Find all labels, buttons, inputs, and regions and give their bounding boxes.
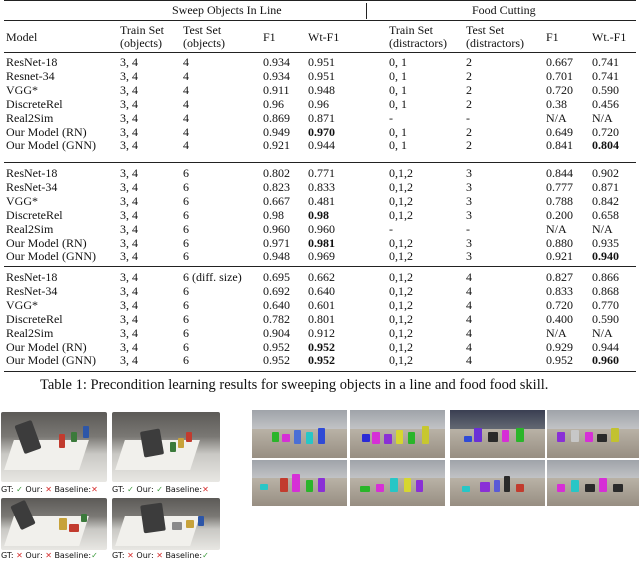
robot-photo-4 <box>112 498 220 550</box>
photo-label-4: GT: ✕ Our: ✕ Baseline:✓ <box>112 551 209 560</box>
cell-test-food: 3 <box>466 193 472 208</box>
cell-wtf1-food: 0.871 <box>592 179 619 194</box>
photo-label-3: GT: ✕ Our: ✕ Baseline:✓ <box>1 551 98 560</box>
cell-model: VGG* <box>6 193 38 208</box>
col-header-test-food-1: Test Set <box>466 23 505 37</box>
cell-model: Our Model (GNN) <box>6 249 96 264</box>
cell-f1-food: 0.649 <box>546 124 573 139</box>
col-header-test-sweep-1: Test Set <box>183 23 222 37</box>
check-icon: ✓ <box>91 551 98 560</box>
col-header-wtf1-food: Wt.-F1 <box>592 30 627 44</box>
cell-test-food: 3 <box>466 235 472 250</box>
cell-test-sweep: 6 <box>183 179 189 194</box>
cell-wtf1-food: 0.866 <box>592 270 619 284</box>
cell-test-sweep: 4 <box>183 96 189 111</box>
cell-wtf1-food: N/A <box>592 221 613 236</box>
cell-test-sweep: 4 <box>183 68 189 83</box>
cell-test-sweep: 6 <box>183 297 189 312</box>
check-icon: ✓ <box>16 485 23 494</box>
cell-test-food: 4 <box>466 283 472 298</box>
cell-wtf1-food: 0.940 <box>592 249 619 264</box>
cell-train-food: 0,1,2 <box>389 297 413 312</box>
cell-wtf1-food: N/A <box>592 110 613 125</box>
cell-f1-food: 0.720 <box>546 297 573 312</box>
cell-test-food: 3 <box>466 166 472 180</box>
cell-f1-food: 0.667 <box>546 55 573 69</box>
cell-test-food: 4 <box>466 353 472 368</box>
cell-f1-sweep: 0.98 <box>263 207 284 222</box>
cell-wtf1-sweep: 0.801 <box>308 311 335 326</box>
cell-wtf1-sweep: 0.951 <box>308 68 335 83</box>
cell-f1-sweep: 0.823 <box>263 179 290 194</box>
col-header-train-sweep-1: Train Set <box>120 23 164 37</box>
cell-test-sweep: 4 <box>183 110 189 125</box>
col-header-test-sweep-2: (objects) <box>183 36 225 50</box>
cell-f1-food: 0.200 <box>546 207 573 222</box>
cell-f1-sweep: 0.921 <box>263 138 290 153</box>
cell-model: ResNet-18 <box>6 55 58 69</box>
cell-test-sweep: 6 <box>183 249 189 264</box>
cell-train-food: 0,1,2 <box>389 249 413 264</box>
cell-train-sweep: 3, 4 <box>120 55 138 69</box>
cell-wtf1-sweep: 0.970 <box>308 124 335 139</box>
cell-model: Our Model (RN) <box>6 235 87 250</box>
cell-wtf1-food: 0.902 <box>592 166 619 180</box>
robot-photo-1 <box>1 412 107 482</box>
col-header-f1-sweep: F1 <box>263 30 276 44</box>
cell-test-sweep: 6 <box>183 207 189 222</box>
top-rule <box>4 0 636 1</box>
sim-render-3 <box>252 460 347 506</box>
cell-f1-sweep: 0.948 <box>263 249 290 264</box>
cell-wtf1-sweep: 0.771 <box>308 166 335 180</box>
cell-test-food: 3 <box>466 249 472 264</box>
cell-f1-food: 0.841 <box>546 138 573 153</box>
sim-render-2 <box>350 410 445 458</box>
cell-f1-food: 0.844 <box>546 166 573 180</box>
cross-icon: ✕ <box>127 551 134 560</box>
sim-render-1 <box>252 410 347 458</box>
cell-f1-sweep: 0.934 <box>263 68 290 83</box>
table-caption: Table 1: Precondition learning results for sweeping objects in a line and food food skill. <box>40 377 549 393</box>
cell-wtf1-food: 0.842 <box>592 193 619 208</box>
cell-f1-sweep: 0.802 <box>263 166 290 180</box>
cell-f1-food: 0.880 <box>546 235 573 250</box>
cell-f1-sweep: 0.667 <box>263 193 290 208</box>
cell-wtf1-food: 0.741 <box>592 55 619 69</box>
cell-model: VGG* <box>6 82 38 97</box>
cell-test-sweep: 6 <box>183 221 189 236</box>
cell-f1-food: 0.952 <box>546 353 573 368</box>
cell-train-sweep: 3, 4 <box>120 249 138 264</box>
cell-test-sweep: 6 <box>183 339 189 354</box>
cell-wtf1-sweep: 0.944 <box>308 138 335 153</box>
sim-render-6 <box>547 410 639 458</box>
cell-test-food: 4 <box>466 325 472 340</box>
cell-wtf1-food: 0.658 <box>592 207 619 222</box>
cell-test-food: 2 <box>466 55 472 69</box>
cell-f1-food: 0.777 <box>546 179 573 194</box>
cell-train-food: 0,1,2 <box>389 339 413 354</box>
cell-test-sweep: 6 <box>183 193 189 208</box>
cell-test-food: 2 <box>466 82 472 97</box>
cell-model: Our Model (GNN) <box>6 353 96 368</box>
group-rule <box>4 20 636 21</box>
cell-wtf1-food: 0.590 <box>592 82 619 97</box>
cell-test-food: 2 <box>466 124 472 139</box>
cell-wtf1-food: 0.456 <box>592 96 619 111</box>
cell-wtf1-sweep: 0.96 <box>308 96 329 111</box>
cell-test-sweep: 6 <box>183 235 189 250</box>
cell-test-food: 4 <box>466 270 472 284</box>
col-header-f1-food: F1 <box>546 30 559 44</box>
cell-f1-sweep: 0.869 <box>263 110 290 125</box>
cell-wtf1-food: 0.770 <box>592 297 619 312</box>
cell-f1-sweep: 0.692 <box>263 283 290 298</box>
cell-test-food: 4 <box>466 311 472 326</box>
robot-photo-2 <box>112 412 220 482</box>
cell-train-food: 0,1,2 <box>389 207 413 222</box>
group-separator <box>366 3 367 19</box>
cell-f1-sweep: 0.934 <box>263 55 290 69</box>
cell-f1-sweep: 0.971 <box>263 235 290 250</box>
cell-model: Real2Sim <box>6 325 54 340</box>
cell-f1-food: 0.720 <box>546 82 573 97</box>
cell-f1-food: 0.701 <box>546 68 573 83</box>
cell-model: ResNet-34 <box>6 179 58 194</box>
cell-train-food: 0,1,2 <box>389 325 413 340</box>
cell-wtf1-sweep: 0.601 <box>308 297 335 312</box>
cell-wtf1-food: N/A <box>592 325 613 340</box>
cell-train-food: 0, 1 <box>389 55 407 69</box>
cell-test-food: 2 <box>466 68 472 83</box>
section-rule-1 <box>4 162 636 163</box>
cell-model: Real2Sim <box>6 221 54 236</box>
cell-train-sweep: 3, 4 <box>120 311 138 326</box>
cell-train-food: 0, 1 <box>389 68 407 83</box>
cell-wtf1-sweep: 0.912 <box>308 325 335 340</box>
cell-wtf1-sweep: 0.960 <box>308 221 335 236</box>
cell-wtf1-food: 0.590 <box>592 311 619 326</box>
cell-train-sweep: 3, 4 <box>120 221 138 236</box>
cell-test-food: 3 <box>466 207 472 222</box>
cell-f1-food: 0.38 <box>546 96 567 111</box>
cell-f1-sweep: 0.952 <box>263 353 290 368</box>
cell-wtf1-sweep: 0.98 <box>308 207 329 222</box>
robot-photo-3 <box>1 498 107 550</box>
check-icon: ✓ <box>202 551 209 560</box>
cell-model: ResNet-18 <box>6 166 58 180</box>
cell-f1-sweep: 0.960 <box>263 221 290 236</box>
cell-train-sweep: 3, 4 <box>120 179 138 194</box>
cell-train-food: 0,1,2 <box>389 270 413 284</box>
cell-test-sweep: 6 <box>183 166 189 180</box>
cell-train-sweep: 3, 4 <box>120 193 138 208</box>
photo-label-2: GT: ✓ Our: ✓ Baseline:✕ <box>112 485 209 494</box>
cell-train-sweep: 3, 4 <box>120 138 138 153</box>
cell-test-sweep: 6 <box>183 325 189 340</box>
cross-icon: ✕ <box>91 485 98 494</box>
cell-f1-sweep: 0.949 <box>263 124 290 139</box>
cell-train-food: 0,1,2 <box>389 235 413 250</box>
cell-test-sweep: 4 <box>183 55 189 69</box>
cell-train-sweep: 3, 4 <box>120 353 138 368</box>
cell-wtf1-sweep: 0.481 <box>308 193 335 208</box>
cell-train-sweep: 3, 4 <box>120 124 138 139</box>
cell-wtf1-food: 0.944 <box>592 339 619 354</box>
bottom-rule <box>4 371 636 372</box>
cell-wtf1-sweep: 0.981 <box>308 235 335 250</box>
cell-wtf1-sweep: 0.948 <box>308 82 335 97</box>
cell-model: Our Model (GNN) <box>6 138 96 153</box>
cell-f1-sweep: 0.695 <box>263 270 290 284</box>
photo-label-1: GT: ✓ Our: ✕ Baseline:✕ <box>1 485 98 494</box>
cell-wtf1-sweep: 0.871 <box>308 110 335 125</box>
cell-model: DiscreteRel <box>6 96 63 111</box>
cell-train-sweep: 3, 4 <box>120 68 138 83</box>
cell-f1-sweep: 0.640 <box>263 297 290 312</box>
cross-icon: ✕ <box>45 485 52 494</box>
col-header-model: Model <box>6 30 38 44</box>
cell-test-food: 4 <box>466 339 472 354</box>
cell-f1-food: N/A <box>546 110 567 125</box>
cell-f1-sweep: 0.96 <box>263 96 284 111</box>
cell-test-sweep: 6 <box>183 311 189 326</box>
cell-train-food: 0, 1 <box>389 124 407 139</box>
cross-icon: ✕ <box>16 551 23 560</box>
cell-test-food: 4 <box>466 297 472 312</box>
cell-f1-food: N/A <box>546 325 567 340</box>
cell-model: Resnet-34 <box>6 68 55 83</box>
cross-icon: ✕ <box>202 485 209 494</box>
check-icon: ✓ <box>156 485 163 494</box>
cell-wtf1-sweep: 0.952 <box>308 353 335 368</box>
group-header-sweep: Sweep Objects In Line <box>172 3 282 17</box>
check-icon: ✓ <box>127 485 134 494</box>
cell-train-food: 0,1,2 <box>389 283 413 298</box>
sim-render-5 <box>450 410 545 458</box>
cell-train-food: 0, 1 <box>389 96 407 111</box>
cell-train-sweep: 3, 4 <box>120 166 138 180</box>
cell-model: Our Model (RN) <box>6 339 87 354</box>
col-header-train-food-1: Train Set <box>389 23 433 37</box>
cell-test-sweep: 4 <box>183 138 189 153</box>
cell-train-sweep: 3, 4 <box>120 110 138 125</box>
cell-f1-food: 0.833 <box>546 283 573 298</box>
cell-model: Our Model (RN) <box>6 124 87 139</box>
cell-test-food: 3 <box>466 179 472 194</box>
cell-train-food: 0, 1 <box>389 82 407 97</box>
cell-model: DiscreteRel <box>6 207 63 222</box>
cell-train-food: 0,1,2 <box>389 311 413 326</box>
cell-train-food: 0,1,2 <box>389 353 413 368</box>
cell-train-food: 0,1,2 <box>389 193 413 208</box>
cell-wtf1-food: 0.868 <box>592 283 619 298</box>
col-header-train-sweep-2: (objects) <box>120 36 162 50</box>
cell-f1-food: N/A <box>546 221 567 236</box>
cell-f1-sweep: 0.782 <box>263 311 290 326</box>
cell-wtf1-food: 0.960 <box>592 353 619 368</box>
cell-train-food: - <box>389 221 393 236</box>
cell-train-sweep: 3, 4 <box>120 325 138 340</box>
cell-model: ResNet-34 <box>6 283 58 298</box>
cell-f1-food: 0.929 <box>546 339 573 354</box>
sim-render-8 <box>547 460 639 506</box>
cell-test-sweep: 4 <box>183 82 189 97</box>
cell-train-sweep: 3, 4 <box>120 283 138 298</box>
cell-test-sweep: 6 <box>183 353 189 368</box>
cell-wtf1-sweep: 0.833 <box>308 179 335 194</box>
cell-f1-sweep: 0.904 <box>263 325 290 340</box>
col-header-wtf1-sweep: Wt-F1 <box>308 30 340 44</box>
cell-train-sweep: 3, 4 <box>120 297 138 312</box>
cell-train-sweep: 3, 4 <box>120 82 138 97</box>
cell-wtf1-sweep: 0.952 <box>308 339 335 354</box>
cell-model: VGG* <box>6 297 38 312</box>
cell-f1-sweep: 0.952 <box>263 339 290 354</box>
section-rule-2 <box>4 266 636 267</box>
cell-model: ResNet-18 <box>6 270 58 284</box>
cell-wtf1-food: 0.804 <box>592 138 619 153</box>
cell-wtf1-sweep: 0.640 <box>308 283 335 298</box>
cross-icon: ✕ <box>156 551 163 560</box>
cell-train-sweep: 3, 4 <box>120 96 138 111</box>
cell-wtf1-food: 0.741 <box>592 68 619 83</box>
cell-f1-food: 0.827 <box>546 270 573 284</box>
cell-wtf1-sweep: 0.969 <box>308 249 335 264</box>
cell-train-food: 0, 1 <box>389 138 407 153</box>
col-header-train-food-2: (distractors) <box>389 36 447 50</box>
sim-render-7 <box>450 460 545 506</box>
cell-wtf1-sweep: 0.951 <box>308 55 335 69</box>
cell-train-food: 0,1,2 <box>389 179 413 194</box>
cell-train-food: - <box>389 110 393 125</box>
cell-test-food: - <box>466 221 470 236</box>
cell-test-food: 2 <box>466 138 472 153</box>
cross-icon: ✕ <box>45 551 52 560</box>
cell-test-sweep: 6 (diff. size) <box>183 270 242 284</box>
cell-f1-food: 0.921 <box>546 249 573 264</box>
cell-test-food: - <box>466 110 470 125</box>
sim-render-4 <box>350 460 445 506</box>
cell-wtf1-food: 0.935 <box>592 235 619 250</box>
cell-test-sweep: 4 <box>183 124 189 139</box>
cell-train-food: 0,1,2 <box>389 166 413 180</box>
cell-train-sweep: 3, 4 <box>120 270 138 284</box>
cell-model: DiscreteRel <box>6 311 63 326</box>
cell-f1-food: 0.400 <box>546 311 573 326</box>
cell-train-sweep: 3, 4 <box>120 207 138 222</box>
cell-model: Real2Sim <box>6 110 54 125</box>
header-rule <box>4 52 636 53</box>
cell-test-sweep: 6 <box>183 283 189 298</box>
col-header-test-food-2: (distractors) <box>466 36 524 50</box>
group-header-food: Food Cutting <box>472 3 536 17</box>
cell-wtf1-food: 0.720 <box>592 124 619 139</box>
cell-f1-food: 0.788 <box>546 193 573 208</box>
cell-f1-sweep: 0.911 <box>263 82 290 97</box>
cell-train-sweep: 3, 4 <box>120 339 138 354</box>
cell-train-sweep: 3, 4 <box>120 235 138 250</box>
cell-test-food: 2 <box>466 96 472 111</box>
cell-wtf1-sweep: 0.662 <box>308 270 335 284</box>
